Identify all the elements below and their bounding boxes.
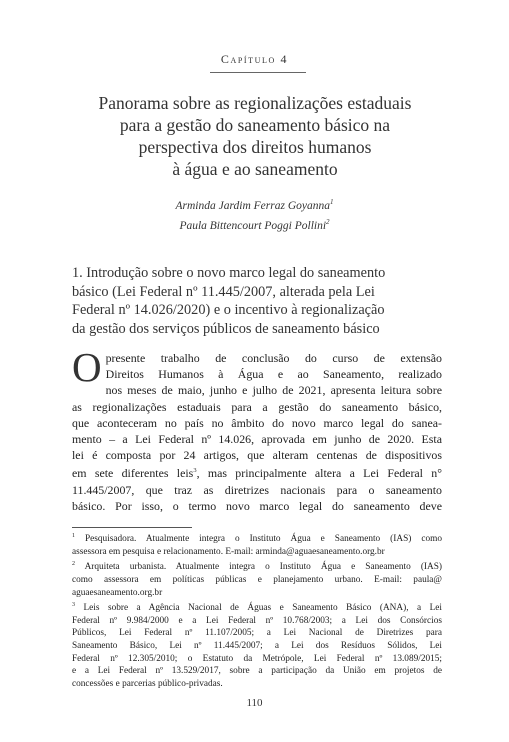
title-line: Panorama sobre as regionalizações estaduais <box>98 93 412 113</box>
footnotes <box>72 530 442 690</box>
footnote-ref[interactable]: 3 <box>193 467 197 475</box>
heading-line: básico (Lei Federal nº 11.445/2007, alterada pela Lei <box>72 283 375 300</box>
body-text: em sete diferentes leis <box>72 466 194 481</box>
footnote-number: 1 <box>72 533 75 539</box>
body-line: nos meses de maio, junho e julho de 2021, apresenta leitura sobre <box>105 383 442 398</box>
footnote-number: 3 <box>72 602 75 609</box>
title-line: para a gestão do saneamento básico na <box>119 115 391 135</box>
author-name: Paula Bittencourt Poggi Pollini <box>179 219 327 232</box>
footnote-line: Saneamento Básico, Lei nº 11.445/2007; a Lei dos Resíduos Sólidos, Lei <box>72 641 442 652</box>
footnote-text: Leis sobre a Agência Nacional de Águas e Saneamento Básico (ANA), a Lei <box>75 603 442 614</box>
body-line: presente trabalho de conclusão do curso de extensão <box>105 351 442 365</box>
author-list <box>0 194 509 234</box>
drop-cap: O <box>72 344 102 390</box>
body-line: que aconteceram no país no âmbito do novo marco legal do sanea- <box>72 415 442 430</box>
footnote-line: como assessora em políticas públicas e planejamento urbano. E-mail: paula@ <box>72 574 442 585</box>
body-line: Direitos Humanos à Água e ao Saneamento, realizado <box>105 367 442 382</box>
footnote-text: Pesquisadora. Atualmente integra o Instituto Água e Saneamento (IAS) como <box>75 534 442 545</box>
author <box>0 194 509 214</box>
heading-line: 1. Introdução sobre o novo marco legal do saneamento <box>72 265 386 281</box>
body-line: as regionalizações estaduais para a gestão do saneamento básico, <box>72 399 442 414</box>
footnote-number: 2 <box>72 561 75 568</box>
footnote-line: Federal nº 9.984/2000 e a Lei Federal nº 10.768/2003; a Lei dos Consórcios <box>72 615 442 626</box>
chapter-title <box>40 92 470 180</box>
body-line: básico. Por isso, o termo novo marco legal do saneamento deve <box>72 498 442 513</box>
footnote-ref[interactable]: 1 <box>330 198 334 206</box>
footnote-ref[interactable]: 2 <box>326 217 330 226</box>
footnote-line: Federal nº 12.305/2010; o Estatuto da Metrópole, Lei Federal nº 13.089/2015; <box>72 653 442 664</box>
page-number: 110 <box>246 697 263 709</box>
title-line: perspectiva dos direitos humanos <box>138 137 372 157</box>
body-text: , mas principalmente altera a Lei Federal n° <box>196 466 442 481</box>
author-name: Arminda Jardim Ferraz Goyanna <box>175 199 330 212</box>
chapter-label: Capítulo 4 <box>220 52 289 66</box>
title-line: à água e ao saneamento <box>172 159 338 179</box>
section-heading <box>72 264 447 338</box>
footnote-line <box>72 530 442 546</box>
footnote-line: concessões e parcerias público-privadas. <box>72 678 223 689</box>
body-line: 11.445/2007, que traz as diretrizes nacionais para o saneamento <box>72 482 442 497</box>
footnote-line: assessora em pesquisa e relacionamento. E-mail: arminda@aguaesaneamento.org.br <box>72 546 385 557</box>
body-paragraph <box>72 344 442 514</box>
author <box>0 214 509 234</box>
footnote-line: Públicos, Lei Federal nº 11.107/2005; a Lei Nacional de Diretrizes para <box>72 628 442 639</box>
heading-line: Federal nº 14.026/2020) e o incentivo à regionalização <box>72 302 385 318</box>
heading-line: da gestão dos serviços públicos de saneamento básico <box>72 320 380 337</box>
footnote-line <box>72 558 442 574</box>
footnote-text: Arquiteta urbanista. Atualmente integra o Instituto Água e Saneamento (IAS) <box>75 562 442 573</box>
body-line <box>72 463 442 481</box>
footnote-line <box>72 599 442 615</box>
body-line: mento – a Lei Federal nº 14.026, aprovada em junho de 2020. Esta <box>72 432 442 447</box>
chapter-divider <box>210 72 306 73</box>
footnote-line: aguaesaneamento.org.br <box>72 587 163 598</box>
body-line: lei é composta por 24 artigos, que alteram centenas de dispositivos <box>72 448 442 463</box>
footnote-divider <box>72 527 192 528</box>
footnote-line: e a Lei Federal nº 13.529/2017, sobre a participação da União em projetos de <box>72 666 442 677</box>
